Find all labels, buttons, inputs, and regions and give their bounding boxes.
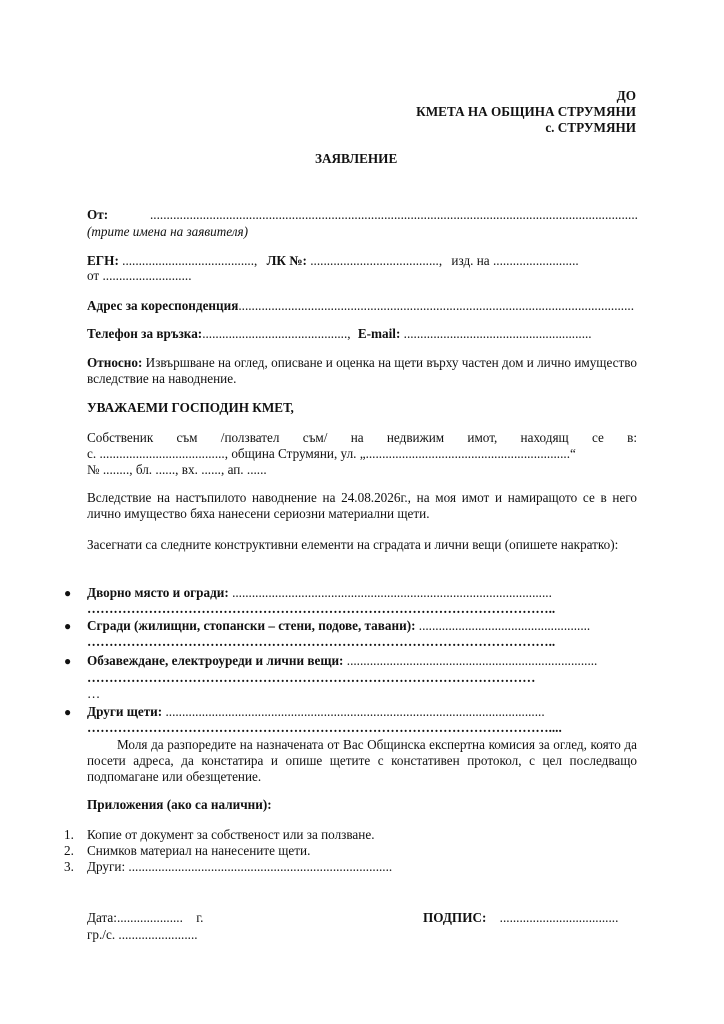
subject-label: Относно: xyxy=(87,355,143,370)
header-to: ДО xyxy=(616,88,636,103)
item-yard xyxy=(87,585,552,601)
email-field[interactable]: ......................................................... xyxy=(400,326,592,341)
from-label: От: xyxy=(87,207,109,222)
egn-field[interactable]: ........................................, xyxy=(118,253,258,268)
bullet-icon: ● xyxy=(64,586,72,600)
contacts-line xyxy=(87,326,592,342)
date-suffix: г. xyxy=(196,910,204,925)
item-furnishings xyxy=(87,653,597,669)
signature-field[interactable]: .................................... xyxy=(499,910,619,925)
address-line xyxy=(87,298,634,314)
owner-line-1: Собственик съм /ползвател съм/ на недвижим имот, находящ се в: xyxy=(87,430,637,445)
request-paragraph: Моля да разпоредите на назначената от Вас Общинска експертна комисия за оглед, която да посети адреса, да констатира и опише щетите с констативен протокол, с цел последващо подпомагане или обезщетение. xyxy=(87,737,637,784)
bullet-icon: ● xyxy=(64,654,72,668)
phone-label: Телефон за връзка: xyxy=(87,326,203,341)
date-label: Дата: xyxy=(87,910,117,925)
attachment-item-2: Снимков материал на нанесените щети. xyxy=(87,843,311,858)
attachment-number-1: 1. xyxy=(64,827,74,842)
item-buildings-continuation[interactable]: …………………………………………………………………………………………….. xyxy=(87,634,556,649)
item-yard-field[interactable]: ................................................................................................. xyxy=(228,585,552,600)
item-other-continuation[interactable]: …………………………………………………………………………………………….... xyxy=(87,720,562,735)
issued-label: изд. на xyxy=(451,253,490,268)
owner-line-3[interactable]: № ........, бл. ......, вх. ......, ап. ...... xyxy=(87,462,267,477)
phone-field[interactable]: ............................................, xyxy=(202,326,351,341)
bullet-icon: ● xyxy=(64,705,72,719)
item-furnishings-continuation[interactable]: ………………………………………………………………………………………… xyxy=(87,670,536,685)
header-recipient: КМЕТА НА ОБЩИНА СТРУМЯНИ xyxy=(416,104,636,119)
id-line xyxy=(87,253,579,269)
header-place: с. СТРУМЯНИ xyxy=(545,120,636,135)
bullet-icon: ● xyxy=(64,619,72,633)
owner-line-2[interactable]: с. ......................................, община Струмяни, ул. „..............................................................“ xyxy=(87,446,576,461)
subject-text: Извършване на оглед, описване и оценка на щети върху частен дом и лично имущество вследствие на наводнение. xyxy=(87,355,637,386)
city-field[interactable]: гр./с. ........................ xyxy=(87,927,198,942)
date-field[interactable]: .................... xyxy=(116,910,183,925)
lk-label: ЛК №: xyxy=(266,253,307,268)
issued-from-field[interactable]: от ........................... xyxy=(87,268,192,283)
issued-field[interactable]: .......................... xyxy=(492,253,579,268)
item-furnishings-label: Обзавеждане, електроуреди и лични вещи: xyxy=(87,653,344,668)
item-other-field[interactable]: ................................................................................................................... xyxy=(162,704,545,719)
email-label: E-mail: xyxy=(357,326,401,341)
date-line xyxy=(87,910,203,926)
item-other xyxy=(87,704,545,720)
address-label: Адрес за кореспонденция xyxy=(87,298,239,313)
signature-label: ПОДПИС: xyxy=(423,910,487,925)
attachment-number-2: 2. xyxy=(64,843,74,858)
salutation: УВАЖАЕМИ ГОСПОДИН КМЕТ, xyxy=(87,400,294,415)
attachment-item-3[interactable]: Други: ................................................................................ xyxy=(87,859,393,874)
attachment-number-3: 3. xyxy=(64,859,74,874)
item-buildings-field[interactable]: .................................................... xyxy=(415,618,591,633)
attachments-title: Приложения (ако са налични): xyxy=(87,797,272,812)
affected-intro: Засегнати са следните конструктивни елементи на сградата и лични вещи (опишете накратко): xyxy=(87,537,619,552)
item-yard-continuation[interactable]: …………………………………………………………………………………………….. xyxy=(87,601,556,616)
item-furnishings-field[interactable]: ............................................................................ xyxy=(343,653,598,668)
item-other-label: Други щети: xyxy=(87,704,163,719)
subject-paragraph xyxy=(87,355,637,387)
from-hint: (трите имена на заявителя) xyxy=(87,224,249,239)
attachment-item-1: Копие от документ за собственост или за ползване. xyxy=(87,827,375,842)
address-field[interactable]: ........................................................................................................................ xyxy=(238,298,634,313)
from-field[interactable]: .................................................................................................................................................... xyxy=(150,207,638,222)
lk-field[interactable]: ......................................., xyxy=(306,253,443,268)
egn-label: ЕГН: xyxy=(87,253,119,268)
item-buildings xyxy=(87,618,590,634)
item-buildings-label: Сгради (жилищни, стопански – стени, подове, тавани): xyxy=(87,618,416,633)
item-yard-label: Дворно място и огради: xyxy=(87,585,229,600)
document-title: ЗАЯВЛЕНИЕ xyxy=(315,151,398,166)
flood-paragraph: Вследствие на настъпилото наводнение на 24.08.2026г., на моя имот и намиращото се в него лично имущество бяха нанесени сериозни материални щети. xyxy=(87,490,637,521)
item-furnishings-continuation-2[interactable]: … xyxy=(87,686,101,701)
signature-line xyxy=(423,910,618,926)
